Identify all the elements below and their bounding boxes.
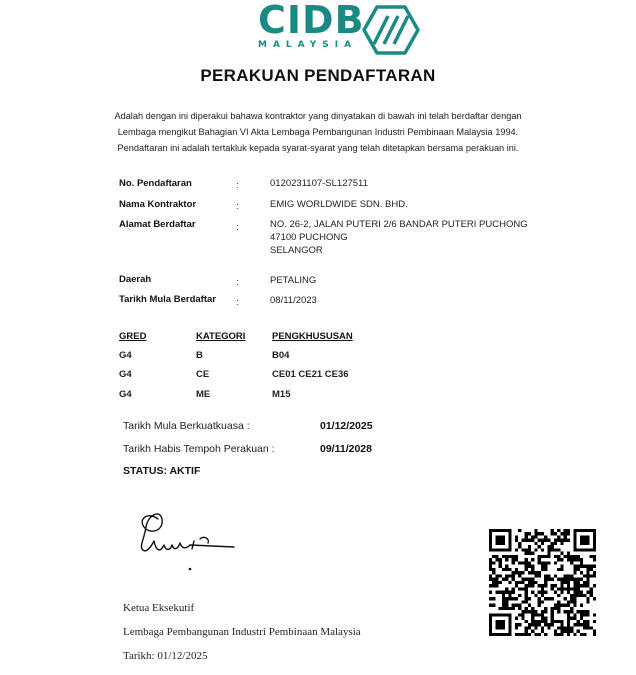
grade-header: GRED (119, 331, 147, 342)
registration-no-label: No. Pendaftaran (119, 178, 192, 189)
grade-cell: G4 (119, 350, 132, 361)
signature-image (134, 505, 240, 573)
specialisation-header: PENGKHUSUSAN (272, 331, 353, 342)
intro-line: Lembaga mengikut Bahagian VI Akta Lembaga Pembangunan Industri Pembinaan Malaysia 1994. (117, 127, 519, 137)
effective-date-label: Tarikh Mula Berkuatkuasa : (123, 420, 250, 432)
contractor-name-label: Nama Kontraktor (119, 199, 197, 210)
grade-cell: G4 (119, 389, 132, 400)
signatory-organisation: Lembaga Pembangunan Industri Pembinaan Malaysia (123, 626, 361, 638)
specialisation-cell: CE01 CE21 CE36 (272, 369, 349, 380)
start-date-value: 08/11/2023 (270, 295, 317, 306)
district-label: Daerah (119, 274, 152, 285)
contractor-name-value: EMIG WORLDWIDE SDN. BHD. (270, 199, 408, 210)
cidb-logo-subtext: MALAYSIA (258, 40, 358, 50)
category-cell: ME (196, 389, 211, 400)
registration-no-value: 0120231107-SL127511 (270, 178, 368, 189)
effective-date-value: 01/12/2025 (320, 420, 373, 432)
expiry-date-label: Tarikh Habis Tempoh Perakuan : (123, 443, 275, 455)
category-cell: CE (196, 369, 210, 380)
status-badge: STATUS: AKTIF (123, 465, 201, 477)
colon: : (236, 222, 239, 233)
address-value (270, 218, 528, 257)
cidb-logo-mark-icon (362, 4, 420, 56)
start-date-label: Tarikh Mula Berdaftar (119, 294, 216, 305)
colon: : (236, 180, 239, 191)
colon: : (236, 277, 239, 288)
certificate-title: PERAKUAN PENDAFTARAN (200, 66, 436, 85)
address-line: NO. 26-2, JALAN PUTERI 2/6 BANDAR PUTERI PUCHONG (270, 219, 528, 230)
intro-paragraph (60, 108, 576, 156)
address-line: 47100 PUCHONG (270, 232, 348, 243)
expiry-date-value: 09/11/2028 (320, 443, 372, 455)
intro-line: Adalah dengan ini diperakui bahawa kontraktor yang dinyatakan di bawah ini telah berdaftar dengan (114, 111, 522, 121)
signatory-date: Tarikh: 01/12/2025 (123, 650, 208, 662)
district-value: PETALING (270, 275, 317, 286)
cidb-logo-text: CIDB (258, 0, 365, 42)
grade-cell: G4 (119, 369, 132, 380)
address-line: SELANGOR (270, 245, 323, 256)
intro-line: Pendaftaran ini adalah tertakluk kepada syarat-syarat yang telah ditetapkan bersama perakuan ini. (117, 143, 519, 153)
category-header: KATEGORI (196, 331, 246, 342)
signatory-title: Ketua Eksekutif (123, 602, 195, 614)
qr-code-icon (489, 529, 596, 636)
specialisation-cell: M15 (272, 389, 291, 400)
colon: : (236, 297, 239, 308)
category-cell: B (196, 350, 203, 361)
colon: : (236, 201, 239, 212)
address-label: Alamat Berdaftar (119, 219, 196, 230)
specialisation-cell: B04 (272, 350, 290, 361)
